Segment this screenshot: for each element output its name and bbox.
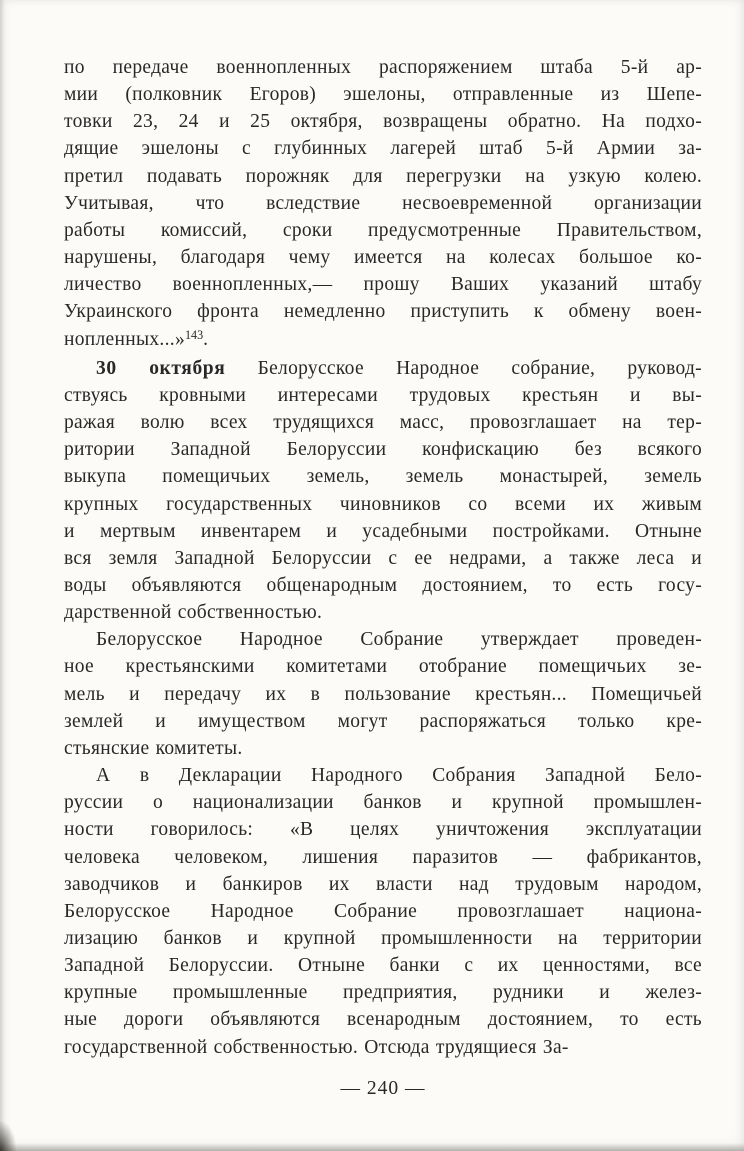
text-line (64, 1006, 702, 1033)
text-segment: Учитывая, что вследствие несвоевременной организации (64, 192, 702, 214)
text-line (64, 925, 702, 952)
text-line (64, 108, 702, 135)
text-segment: вся земля Западной Белоруссии с ее недрами, а также леса и (64, 547, 702, 569)
text-segment: претил подавать порожняк для перегрузки на узкую колею. (64, 165, 702, 187)
page-edge-shading-bottom (0, 1143, 744, 1151)
text-segment: по передаче военнопленных распоряжением штаба 5-й ар- (64, 57, 702, 78)
text-segment: Белорусское Народное собрание, руковод- (225, 357, 702, 379)
text-segment: человека человеком, лишения паразитов — фабрикантов, (64, 846, 702, 868)
text-segment: государственной собственностью. Отсюда трудящиеся За- (64, 1036, 569, 1058)
text-line (64, 1034, 702, 1061)
text-line (64, 382, 702, 409)
bold-date-text: 30 октября (96, 357, 226, 379)
text-line (64, 298, 702, 325)
text-line (64, 81, 702, 108)
text-segment: Западной Белоруссии. Отныне банки с их ценностями, все (64, 955, 702, 977)
text-segment: личество военнопленных,— прошу Ваших указаний штабу (64, 274, 702, 296)
text-segment: ности говорилось: «В целях уничтожения эксплуатации (64, 819, 702, 841)
text-line (64, 653, 702, 680)
text-line (64, 244, 702, 271)
text-segment: нопленных...» (64, 328, 186, 350)
scan-corner-artifact (0, 1093, 26, 1151)
text-line (64, 190, 702, 217)
footnote-reference: 143 (185, 327, 204, 342)
text-segment: стьянские комитеты. (64, 737, 243, 759)
text-segment: ритории Западной Белоруссии конфискацию без всякого (64, 439, 702, 461)
text-line (64, 518, 702, 545)
text-segment: лизацию банков и крупной промышленности на территории (64, 928, 702, 949)
text-line (64, 163, 702, 190)
text-segment: ные дороги объявляются всенародным достоянием, то есть (64, 1009, 702, 1031)
text-line (64, 54, 702, 81)
text-segment: крупных государственных чиновников со всеми их живым (64, 493, 702, 515)
text-segment: ствуясь кровными интересами трудовых крестьян и вы- (64, 384, 702, 406)
text-line (64, 463, 702, 490)
text-line (64, 326, 702, 355)
text-line (64, 626, 702, 653)
text-segment: Белорусское Народное Собрание провозглашает национа- (64, 900, 702, 922)
text-segment: крупные промышленные предприятия, рудники и желез- (64, 982, 702, 1004)
text-segment: Украинского фронта немедленно приступить к обмену воен- (64, 301, 702, 323)
text-line (64, 491, 702, 518)
text-line (64, 217, 702, 244)
text-segment: А в Декларации Народного Собрания Западной Бело- (96, 765, 702, 787)
text-line (64, 871, 702, 898)
text-line (64, 436, 702, 463)
page-edge-shading-left (0, 0, 5, 1151)
text-line (64, 898, 702, 925)
text-segment: работы комиссий, сроки предусмотренные Правительством, (64, 219, 702, 241)
text-segment: заводчиков и банкиров их власти над трудовым народом, (64, 873, 702, 895)
text-line (64, 599, 702, 626)
text-line (64, 545, 702, 572)
text-line (64, 952, 702, 979)
text-segment: Белорусское Народное Собрание утверждает проведен- (96, 629, 702, 651)
text-segment: товки 23, 24 и 25 октября, возвращены обратно. На подхо- (64, 111, 702, 133)
text-segment: землей и имуществом могут распоряжаться только кре- (64, 710, 702, 732)
text-segment: выкупа помещичьих земель, земель монастырей, земель (64, 466, 702, 488)
text-segment: ное крестьянскими комитетами отобрание помещичьих зе- (64, 656, 702, 678)
text-segment: дящие эшелоны с глубинных лагерей штаб 5-й Армии за- (64, 138, 702, 160)
text-line (64, 409, 702, 436)
text-line (64, 355, 702, 382)
text-line (64, 135, 702, 162)
text-line (64, 271, 702, 298)
text-line (64, 735, 702, 762)
page-number: — 240 — (340, 1078, 426, 1099)
text-line (64, 762, 702, 789)
text-line (64, 979, 702, 1006)
text-segment: руссии о национализации банков и крупной промышлен- (64, 792, 702, 814)
text-segment: мель и передачу их в пользование крестьян... Помещичьей (64, 683, 702, 705)
text-block (64, 54, 702, 1061)
text-line (64, 789, 702, 816)
text-line (64, 844, 702, 871)
text-segment: нарушены, благодаря чему имеется на колесах большое ко- (64, 247, 702, 269)
text-segment: воды объявляются общенародным достоянием, то есть госу- (64, 574, 702, 596)
text-segment: и мертвым инвентарем и усадебными постройками. Отныне (64, 520, 702, 542)
text-line (64, 816, 702, 843)
text-segment: дарственной собственностью. (64, 602, 323, 624)
text-line (64, 681, 702, 708)
text-line (64, 572, 702, 599)
text-segment: ражая волю всех трудящихся масс, провозглашает на тер- (64, 412, 702, 434)
text-segment: мии (полковник Егоров) эшелоны, отправленные из Шепе- (64, 84, 702, 106)
text-line (64, 708, 702, 735)
text-segment: . (203, 328, 209, 350)
